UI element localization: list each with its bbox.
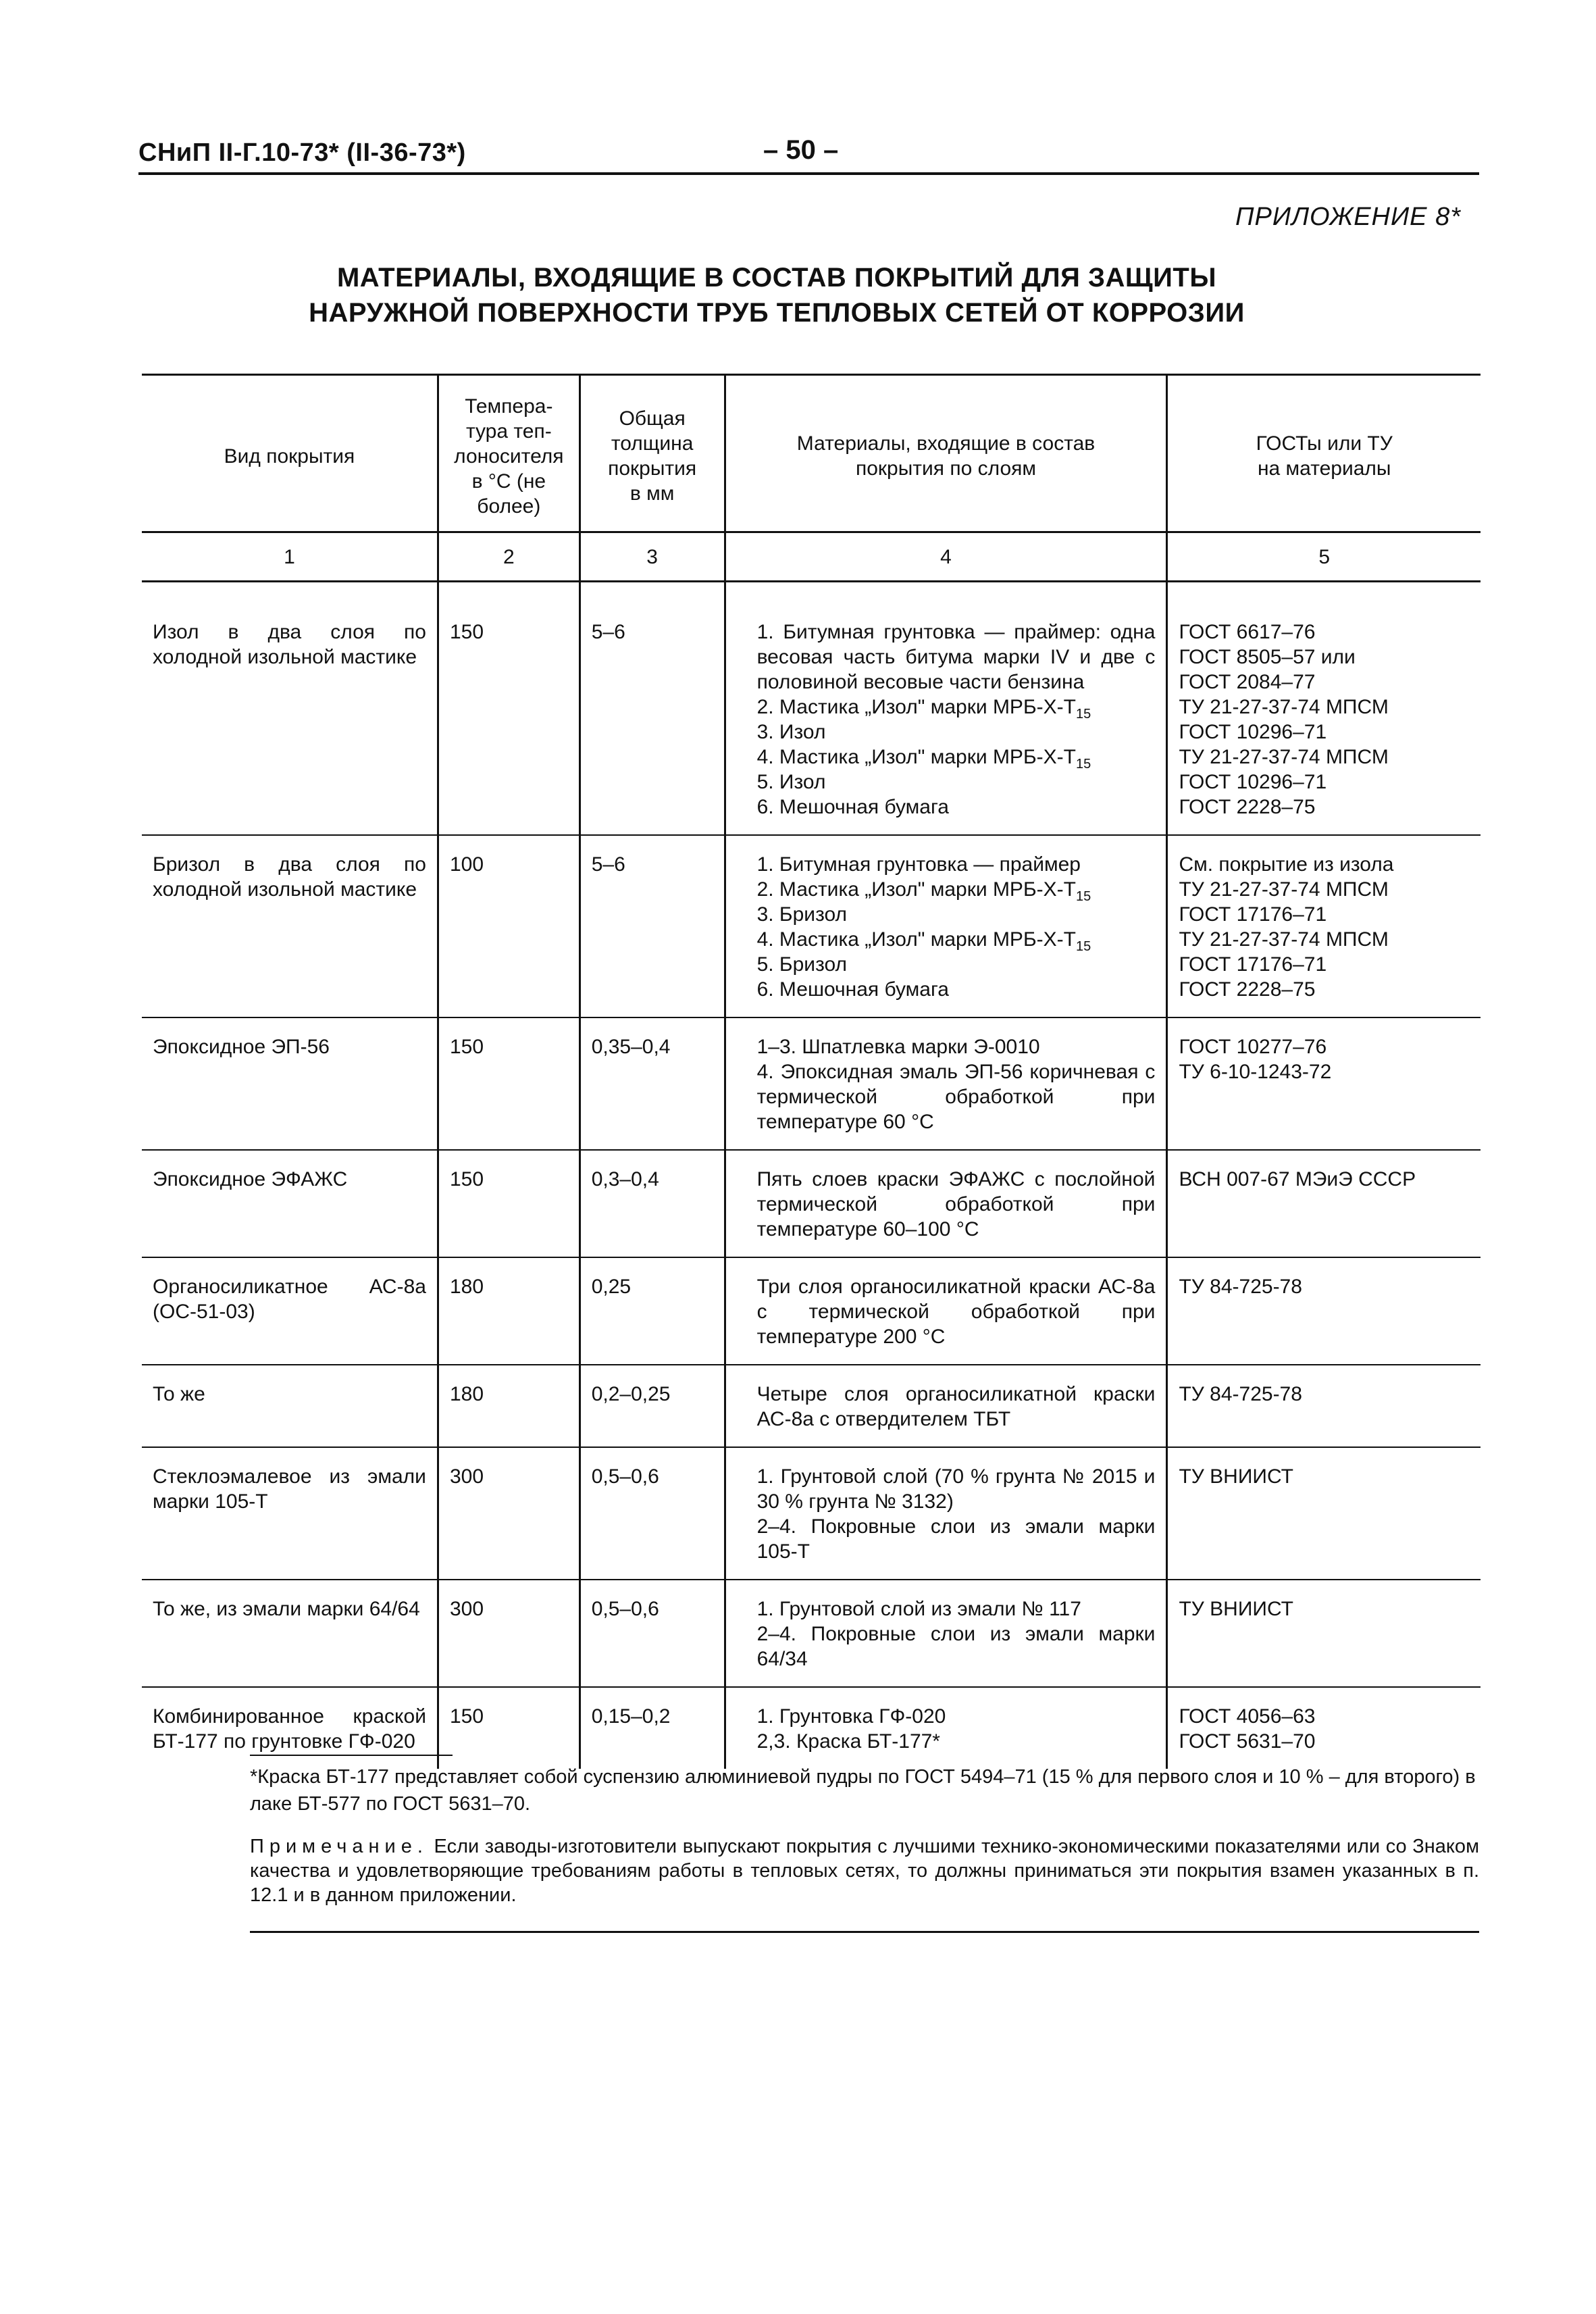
note-label: Примечание. bbox=[250, 1836, 428, 1857]
bottom-rule bbox=[250, 1931, 1479, 1933]
thickness-cell: 5–6 bbox=[580, 835, 725, 1017]
page-number: – 50 – bbox=[763, 135, 839, 165]
table-row bbox=[142, 582, 1481, 836]
materials-cell: Три слоя органосиликатной краски АС-8а с термической обработкой при температуре 200 °С bbox=[725, 1257, 1167, 1365]
standards-cell: ВСН 007-67 МЭиЭ СССР bbox=[1167, 1150, 1481, 1257]
temperature-cell: 180 bbox=[438, 1257, 580, 1365]
coating-type-cell: Бризол в два слоя по холодной изольной мастике bbox=[142, 835, 438, 1017]
table-row bbox=[142, 1017, 1481, 1150]
coating-type-cell: То же bbox=[142, 1365, 438, 1447]
materials-cell: 1. Битумная грунтовка — праймер 2. Мастика „Изол" марки МРБ-$Х-Т_{15}$ 3. Бризол 4. Мастика „Изол" марки МРБ-$Х-Т_{15}$ 5. Бризол 6. Мешочная бумага bbox=[725, 835, 1167, 1017]
coatings-table bbox=[142, 374, 1481, 1769]
thickness-cell: 0,15–0,2 bbox=[580, 1687, 725, 1769]
coating-type-cell: Органосиликатное АС-8а (ОС-51-03) bbox=[142, 1257, 438, 1365]
header-materials: Материалы, входящие в состав покрытия по слоям bbox=[725, 375, 1167, 532]
footnote: *Краска БТ-177 представляет собой суспензию алюминиевой пудры по ГОСТ 5494–71 (15 % для первого слоя и 10 % – для второго) в лаке БТ-577 по ГОСТ 5631–70. bbox=[250, 1766, 1476, 1815]
thickness-cell: 0,3–0,4 bbox=[580, 1150, 725, 1257]
materials-cell: 1. Грунтовой слой (70 % грунта № 2015 и 30 % грунта № 3132) 2–4. Покровные слои из эмали марки 105-Т bbox=[725, 1447, 1167, 1580]
standards-cell: См. покрытие из изола ТУ 21-27-37-74 МПСМ ГОСТ 17176–71 ТУ 21-27-37-74 МПСМ ГОСТ 17176–71 ГОСТ 2228–75 bbox=[1167, 835, 1481, 1017]
standards-cell: ТУ 84-725-78 bbox=[1167, 1365, 1481, 1447]
thickness-cell: 0,35–0,4 bbox=[580, 1017, 725, 1150]
table-row bbox=[142, 1150, 1481, 1257]
thickness-cell: 0,25 bbox=[580, 1257, 725, 1365]
title-line-2: НАРУЖНОЙ ПОВЕРХНОСТИ ТРУБ ТЕПЛОВЫХ СЕТЕЙ ОТ КОРРОЗИИ bbox=[309, 298, 1245, 328]
materials-cell: 1–3. Шпатлевка марки Э-0010 4. Эпоксидная эмаль ЭП-56 коричневая с термической обработкой при температуре 60 °С bbox=[725, 1017, 1167, 1150]
column-number: 2 bbox=[438, 532, 580, 582]
thickness-cell: 0,5–0,6 bbox=[580, 1580, 725, 1687]
temperature-cell: 150 bbox=[438, 1017, 580, 1150]
table-row bbox=[142, 1365, 1481, 1447]
column-number: 1 bbox=[142, 532, 438, 582]
temperature-cell: 100 bbox=[438, 835, 580, 1017]
document-title bbox=[270, 260, 1283, 330]
temperature-cell: 180 bbox=[438, 1365, 580, 1447]
materials-cell: 1. Грунтовка ГФ-020 2,3. Краска БТ-177* bbox=[725, 1687, 1167, 1769]
thickness-cell: 0,2–0,25 bbox=[580, 1365, 725, 1447]
coating-type-cell: Изол в два слоя по холодной изольной мастике bbox=[153, 621, 426, 668]
coating-type-cell: Стеклоэмалевое из эмали марки 105-Т bbox=[142, 1447, 438, 1580]
coating-type-cell: Эпоксидное ЭП-56 bbox=[142, 1017, 438, 1150]
note bbox=[250, 1834, 1479, 1907]
header-thickness: Общая толщина покрытия в мм bbox=[580, 375, 725, 532]
temperature-cell: 300 bbox=[438, 1580, 580, 1687]
column-number: 3 bbox=[580, 532, 725, 582]
column-number: 4 bbox=[725, 532, 1167, 582]
table-row bbox=[142, 1687, 1481, 1769]
header-temperature: Темпера- тура теп- лоносителя в °С (не более) bbox=[438, 375, 580, 532]
header-standards: ГОСТы или ТУ на материалы bbox=[1167, 375, 1481, 532]
coating-type-cell: Эпоксидное ЭФАЖС bbox=[142, 1150, 438, 1257]
coating-type-cell: Комбинированное краской БТ-177 по грунтовке ГФ-020 bbox=[142, 1687, 438, 1769]
column-number-row bbox=[142, 532, 1481, 582]
standards-cell: ТУ 84-725-78 bbox=[1167, 1257, 1481, 1365]
thickness-cell: 0,5–0,6 bbox=[580, 1447, 725, 1580]
note-text: Если заводы-изготовители выпускают покрытия с лучшими технико-экономическими показателями или со Знаком качества и удовлетворяющие требованиям работы в тепловых сетях, то должны приниматься эти покрытия взамен указанных в п. 12.1 и в данном приложении. bbox=[250, 1836, 1480, 1906]
appendix-label: ПРИЛОЖЕНИЕ 8* bbox=[1235, 203, 1461, 231]
table-row bbox=[142, 1447, 1481, 1580]
table-row bbox=[142, 1257, 1481, 1365]
table-row bbox=[142, 835, 1481, 1017]
temperature-cell: 150 bbox=[438, 1687, 580, 1769]
materials-cell: 1. Битумная грунтовка — праймер: одна весовая часть битума марки IV и две с половиной весовые части бензина 2. Мастика „Изол" марки МРБ-$Х-Т_{15}$ 3. Изол 4. Мастика „Изол" марки МРБ-$Х-Т_{15}$ 5. Изол 6. Мешочная бумага bbox=[725, 582, 1167, 836]
temperature-cell: 150 bbox=[438, 582, 580, 836]
title-line-1: МАТЕРИАЛЫ, ВХОДЯЩИЕ В СОСТАВ ПОКРЫТИЙ ДЛЯ ЗАЩИТЫ bbox=[336, 263, 1217, 293]
standards-cell: ГОСТ 10277–76 ТУ 6-10-1243-72 bbox=[1167, 1017, 1481, 1150]
document-code: СНиП II-Г.10-73* (II-36-73*) bbox=[138, 139, 466, 167]
temperature-cell: 300 bbox=[438, 1447, 580, 1580]
standards-cell: ГОСТ 4056–63 ГОСТ 5631–70 bbox=[1167, 1687, 1481, 1769]
footnote-rule bbox=[250, 1755, 453, 1756]
thickness-cell: 5–6 bbox=[580, 582, 725, 836]
header-coating-type: Вид покрытия bbox=[142, 375, 438, 532]
materials-cell: Пять слоев краски ЭФАЖС с послойной термической обработкой при температуре 60–100 °С bbox=[725, 1150, 1167, 1257]
materials-cell: 1. Грунтовой слой из эмали № 117 2–4. Покровные слои из эмали марки 64/34 bbox=[725, 1580, 1167, 1687]
header-rule bbox=[138, 172, 1479, 175]
coating-type-cell: То же, из эмали марки 64/64 bbox=[142, 1580, 438, 1687]
table-header-row bbox=[142, 375, 1481, 532]
standards-cell: ГОСТ 6617–76 ГОСТ 8505–57 или ГОСТ 2084–77 ТУ 21-27-37-74 МПСМ ГОСТ 10296–71 ТУ 21-27-37-74 МПСМ ГОСТ 10296–71 ГОСТ 2228–75 bbox=[1167, 582, 1481, 836]
standards-cell: ТУ ВНИИСТ bbox=[1167, 1580, 1481, 1687]
standards-cell: ТУ ВНИИСТ bbox=[1167, 1447, 1481, 1580]
column-number: 5 bbox=[1167, 532, 1481, 582]
table-row bbox=[142, 1580, 1481, 1687]
temperature-cell: 150 bbox=[438, 1150, 580, 1257]
materials-cell: Четыре слоя органосиликатной краски АС-8а с отвердителем ТБТ bbox=[725, 1365, 1167, 1447]
